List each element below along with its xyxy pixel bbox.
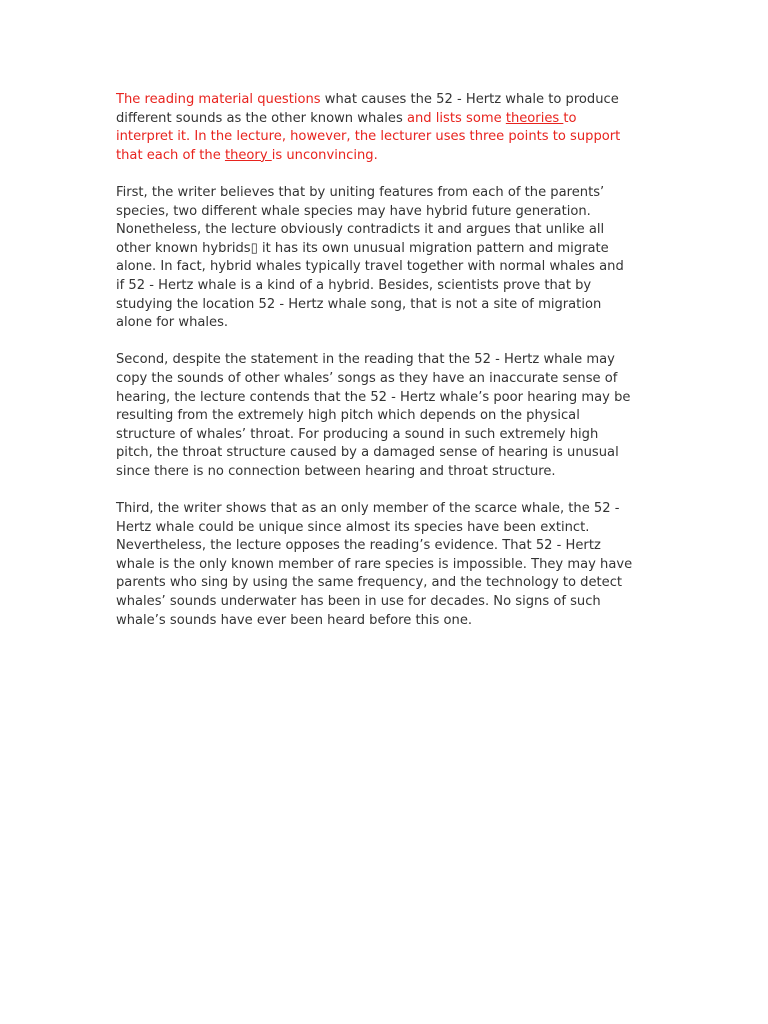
intro-text-1: what causes the 52 - Hertz whale to produce different sounds as the other known whales bbox=[116, 92, 619, 126]
intro-highlight-1: The reading material questions bbox=[116, 92, 321, 107]
intro-highlight-4: is unconvincing. bbox=[271, 147, 378, 163]
theories-underlined: theories bbox=[505, 110, 564, 126]
theory-underlined: theory bbox=[224, 147, 272, 163]
intro-paragraph bbox=[116, 91, 656, 165]
paragraph-third: Third, the writer shows that as an only member of the scarce whale, the 52 - Hertz whale could be unique since almost its species have been extinct. Nevertheless, the lecture opposes the reading’s evidence. That 52 - Hertz whale is the only known member of rare species is impossible. They may have parents who sing by using the same frequency, and the technology to detect whales’ sounds underwater has been in use for decades. No signs of such whale’s sounds have ever been heard before this one. bbox=[116, 501, 633, 628]
document-page bbox=[116, 91, 656, 649]
paragraph-first: First, the writer believes that by uniting features from each of the parents’ species, two different whale species may have hybrid future generation. Nonetheless, the lecture obviously contradicts it and argues that unlike all other known hybrids▯ it has its own unusual migration pattern and migrate alone. In fact, hybrid whales typically travel together with normal whales and if 52 - Hertz whale is a kind of a hybrid. Besides, scientists prove that by studying the location 52 - Hertz whale song, that is not a site of migration alone for whales. bbox=[116, 184, 624, 331]
intro-highlight-2: and lists some bbox=[406, 110, 506, 126]
paragraph-second: Second, despite the statement in the reading that the 52 - Hertz whale may copy the sounds of other whales’ songs as they have an inaccurate sense of hearing, the lecture contends that the 52 - Hertz whale’s poor hearing may be resulting from the extremely high pitch which depends on the physical structure of whales’ throat. For producing a sound in such extremely high pitch, the throat structure caused by a damaged sense of hearing is unusual since there is no connection between hearing and throat structure. bbox=[116, 352, 631, 479]
intro-highlight-3: to interpret it. In the lecture, however, the lecturer uses three points to support that each of the bbox=[116, 110, 621, 163]
